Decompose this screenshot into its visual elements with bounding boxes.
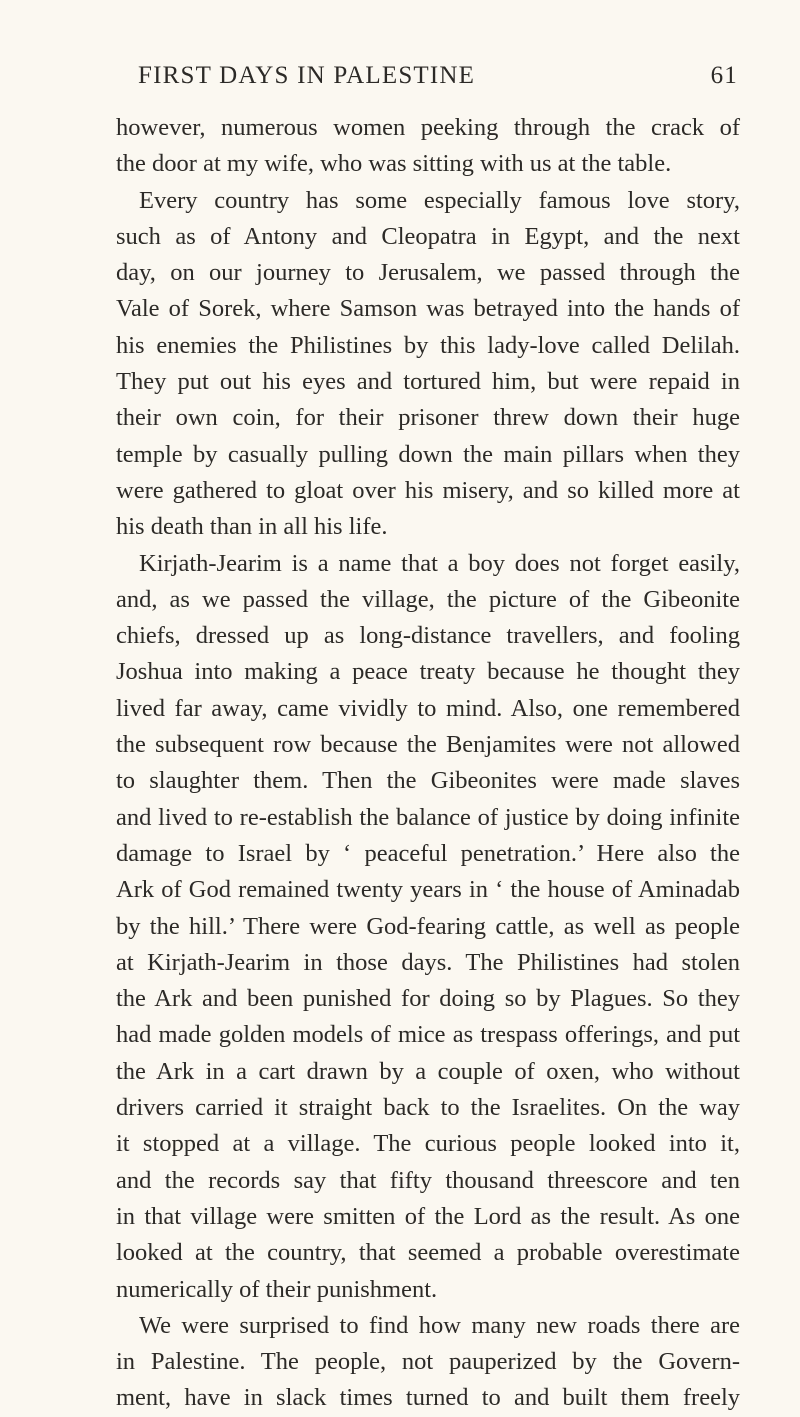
text-line: their own coin, for their prisoner threw down their huge bbox=[116, 404, 740, 432]
text-line: temple by casually pulling down the main pillars when they bbox=[116, 440, 740, 468]
text-line: had made golden models of mice as trespass offerings, and put bbox=[116, 1021, 740, 1049]
text-line: Every country has some especially famous love story, bbox=[139, 186, 740, 214]
text-line: drivers carried it straight back to the Israelites. On the way bbox=[116, 1094, 740, 1122]
text-line: Joshua into making a peace treaty because he thought they bbox=[116, 658, 740, 686]
text-line: lived far away, came vividly to mind. Also, one remembered bbox=[116, 694, 740, 722]
text-line: by the hill.’ There were God-fearing cattle, as well as people bbox=[116, 912, 740, 940]
text-line: were gathered to gloat over his misery, and so killed more at bbox=[116, 476, 740, 504]
text-line: in that village were smitten of the Lord as the result. As one bbox=[116, 1202, 740, 1230]
text-line: the subsequent row because the Benjamites were not allowed bbox=[116, 731, 740, 759]
text-line: damage to Israel by ‘ peaceful penetration.’ Here also the bbox=[116, 839, 740, 867]
running-head bbox=[138, 62, 738, 102]
text-line: day, on our journey to Jerusalem, we passed through the bbox=[116, 259, 740, 287]
text-line: it stopped at a village. The curious people looked into it, bbox=[116, 1130, 740, 1158]
text-line: the Ark and been punished for doing so by Plagues. So they bbox=[116, 985, 740, 1013]
running-title: FIRST DAYS IN PALESTINE bbox=[138, 62, 476, 89]
text-line: to slaughter them. Then the Gibeonites were made slaves bbox=[116, 767, 740, 795]
text-line: numerically of their punishment. bbox=[116, 1275, 438, 1303]
text-line: Ark of God remained twenty years in ‘ the house of Aminadab bbox=[116, 876, 740, 904]
text-line: and the records say that fifty thousand threescore and ten bbox=[116, 1166, 740, 1194]
text-line: looked at the country, that seemed a probable overestimate bbox=[116, 1239, 740, 1267]
text-line: chiefs, dressed up as long-distance travellers, and fooling bbox=[116, 622, 740, 650]
text-line: in Palestine. The people, not pauperized by the Govern- bbox=[116, 1348, 740, 1376]
text-line: the Ark in a cart drawn by a couple of oxen, who without bbox=[116, 1057, 740, 1085]
text-line: ment, have in slack times turned to and built them freely bbox=[116, 1384, 740, 1412]
text-line: Kirjath-Jearim is a name that a boy does not forget easily, bbox=[139, 549, 740, 577]
text-line: his enemies the Philistines by this lady-love called Delilah. bbox=[116, 331, 740, 359]
text-line: Vale of Sorek, where Samson was betrayed into the hands of bbox=[116, 295, 740, 323]
text-line: We were surprised to find how many new roads there are bbox=[139, 1311, 740, 1339]
text-line: and, as we passed the village, the picture of the Gibeonite bbox=[116, 585, 740, 613]
text-line: and lived to re-establish the balance of justice by doing infinite bbox=[116, 803, 740, 831]
text-line: his death than in all his life. bbox=[116, 513, 388, 541]
text-line: however, numerous women peeking through the crack of bbox=[116, 114, 740, 141]
text-line: the door at my wife, who was sitting with us at the table. bbox=[116, 150, 672, 178]
text-line: at Kirjath-Jearim in those days. The Philistines had stolen bbox=[116, 948, 740, 976]
body-text bbox=[116, 110, 740, 1417]
text-line: such as of Antony and Cleopatra in Egypt, and the next bbox=[116, 222, 740, 250]
text-line: They put out his eyes and tortured him, but were repaid in bbox=[116, 368, 740, 396]
page-number: 61 bbox=[710, 62, 738, 89]
